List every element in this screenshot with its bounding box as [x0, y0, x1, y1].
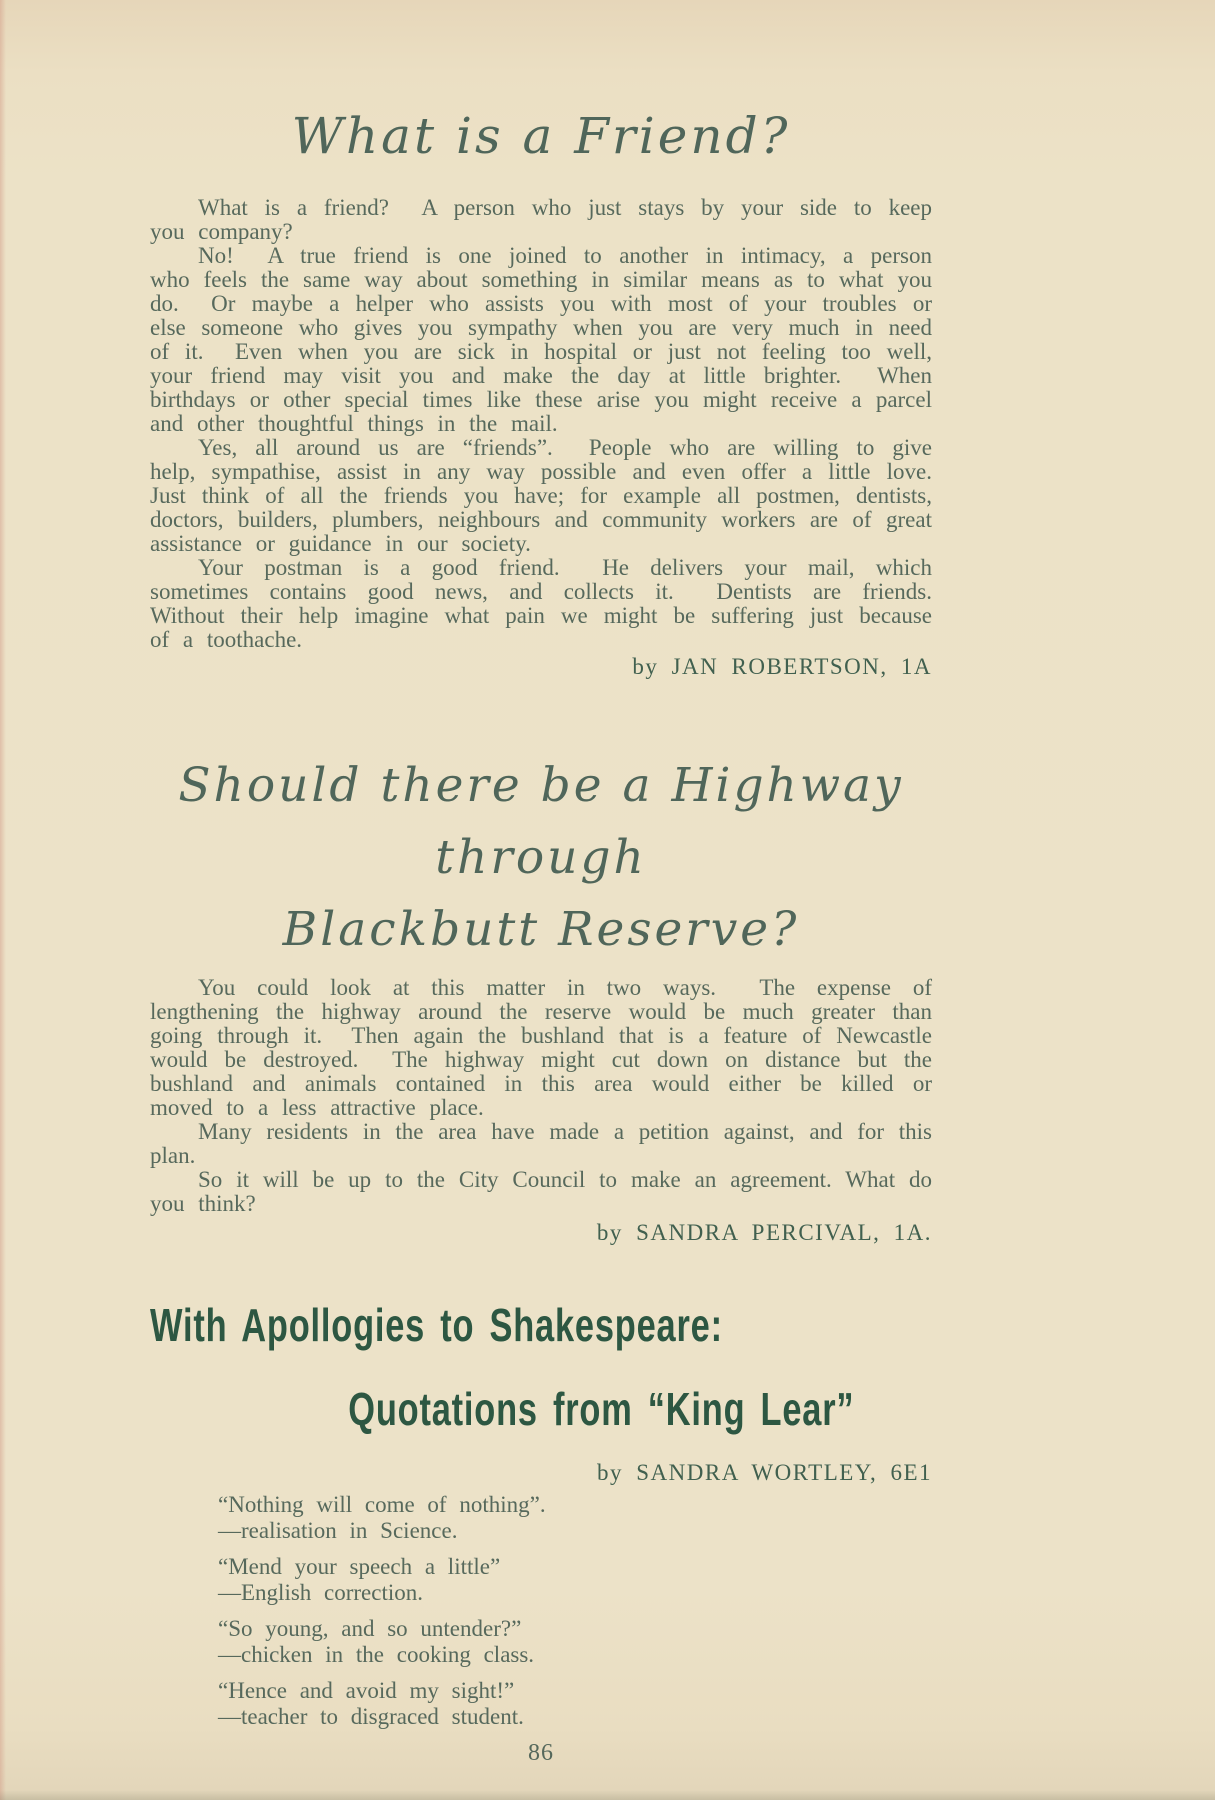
quote-attribution: —teacher to disgraced student. [218, 1704, 524, 1729]
article2-body [150, 975, 946, 1216]
article1-paragraph: No! A true friend is one joined to another in intimacy, a person who feels the same way about something in similar means as to what you do. Or maybe a helper who assists you with most of your troubles or else someone who gives you sympathy when you are very much in need of it. Even when you are sick in hospital or just not feeling too well, your friend may visit you and make the day at little brighter. When birthdays or other special times like these arise you might receive a parcel and other thoughtful things in the mail. [150, 243, 946, 436]
article3-byline: by SANDRA WORTLEY, 6E1 [596, 1460, 932, 1485]
quote-attribution: —chicken in the cooking class. [218, 1642, 535, 1667]
quote-item [218, 1554, 932, 1606]
quote-text: “Hence and avoid my sight!” [218, 1678, 515, 1703]
quote-attribution: —English correction. [218, 1580, 424, 1605]
article2-title [150, 750, 932, 966]
article1-body [150, 195, 960, 652]
quote-text: “Mend your speech a little” [218, 1554, 501, 1579]
article2-paragraph: Many residents in the area have made a petition against, and for this plan. [150, 1119, 946, 1168]
quote-text: “So young, and so untender?” [218, 1616, 522, 1641]
page-number: 86 [528, 1740, 554, 1766]
quote-item [218, 1492, 932, 1544]
quote-item [218, 1678, 932, 1730]
article1-title: What is a Friend? [291, 107, 791, 165]
quote-attribution: —realisation in Science. [218, 1518, 458, 1543]
article2-byline: by SANDRA PERCIVAL, 1A. [596, 1220, 932, 1245]
article1-paragraph: Yes, all around us are “friends”. People who are willing to give help, sympathise, assist in any way possible and even offer a little love. Just think of all the friends you have; for example all postmen, dentists, doctors, builders, plumbers, neighbours and community workers are of great assistance or guidance in our society. [150, 435, 960, 556]
quote-text: “Nothing will come of nothing”. [218, 1492, 546, 1517]
article2-paragraph: You could look at this matter in two ways. The expense of lengthening the highway around the reserve would be much greater than going through it. Then again the bushland that is a feature of Newcastle would be destroyed. The highway might cut down on distance but the bushland and animals contained in this area would either be killed or moved to a less attractive place. [150, 975, 946, 1120]
article3-heading-line2: Quotations from “King Lear” [347, 1384, 855, 1436]
article3-heading-line1: With Apollogies to Shakespeare: [150, 1300, 723, 1352]
quote-item [218, 1616, 932, 1668]
article1-byline: by JAN ROBERTSON, 1A [632, 654, 932, 679]
article1-paragraph: Your postman is a good friend. He delivers your mail, which sometimes contains good news, and collects it. Dentists are friends. Without their help imagine what pain we might be suffering just because of a toothache. [150, 555, 960, 652]
article2-title-line2: Blackbutt Reserve? [282, 902, 800, 957]
article3-quotes [218, 1492, 932, 1730]
article2-title-line1: Should there be a Highway through [178, 758, 904, 885]
article2-paragraph: So it will be up to the City Council to make an agreement. What do you think? [150, 1167, 946, 1216]
article1-paragraph: What is a friend? A person who just stays by your side to keep you company? [150, 195, 946, 244]
